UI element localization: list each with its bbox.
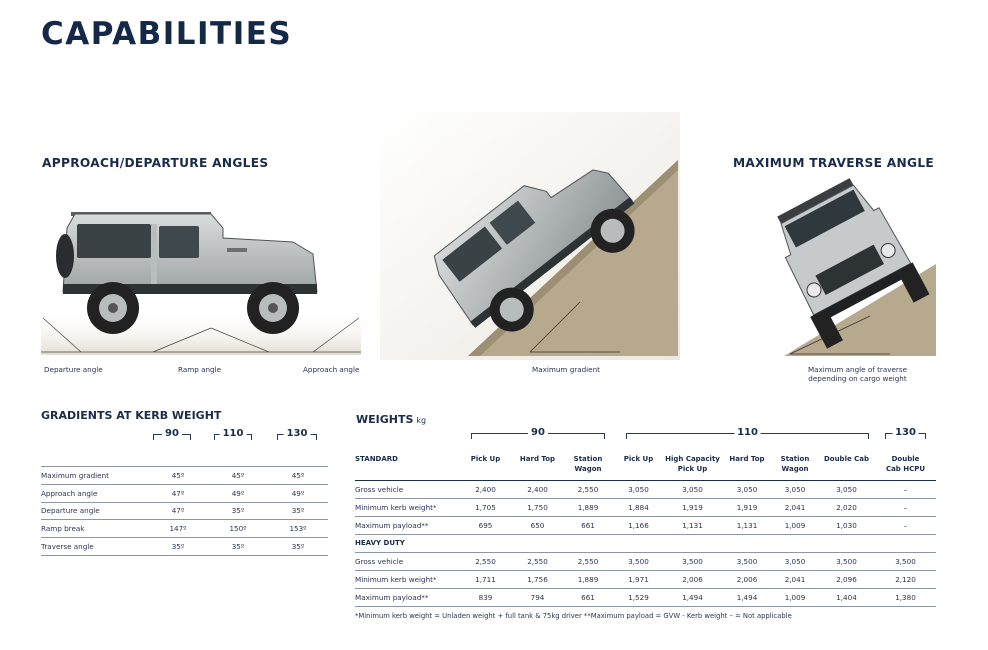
row-label: Minimum kerb weight* xyxy=(355,570,458,588)
cell-value: 153º xyxy=(268,520,328,538)
weights-group-110-bracket xyxy=(626,429,869,439)
page-title: CAPABILITIES xyxy=(41,16,293,52)
weights-footnote: *Minimum kerb weight = Unladen weight + full tank & 75kg driver **Maximum payload = GVW - Kerb weight – = Not applicable xyxy=(355,612,792,620)
cell-value: 2,096 xyxy=(818,570,875,588)
cell-value: 2,006 xyxy=(722,570,772,588)
approach-departure-illustration xyxy=(41,200,361,360)
approach-departure-heading: APPROACH/DEPARTURE ANGLES xyxy=(42,156,269,170)
cell-value: 3,500 xyxy=(614,552,663,570)
weights-group-130-label: 130 xyxy=(892,427,919,438)
cell-value: 1,711 xyxy=(458,570,513,588)
column-header: Station Wagon xyxy=(573,455,603,473)
column-header: Hard Top xyxy=(519,455,556,463)
gradients-col-130-label: 130 xyxy=(284,428,311,439)
column-header: STANDARD xyxy=(355,455,398,463)
weights-group-90-label: 90 xyxy=(528,427,548,438)
cell-value: 650 xyxy=(513,516,562,534)
column-header: High Capacity Pick Up xyxy=(665,455,720,473)
cell-value: 3,050 xyxy=(772,552,818,570)
row-label: Minimum kerb weight* xyxy=(355,498,458,516)
cell-value: 2,550 xyxy=(458,552,513,570)
cell-value: 2,041 xyxy=(772,570,818,588)
column-header: Hard Top xyxy=(729,455,765,463)
cell-value: 3,500 xyxy=(663,552,722,570)
cell-value: 35º xyxy=(208,538,268,556)
cell-value: 45º xyxy=(148,467,208,485)
cell-value: 150º xyxy=(208,520,268,538)
table-row xyxy=(41,467,328,485)
maximum-traverse-heading: MAXIMUM TRAVERSE ANGLE xyxy=(733,156,935,170)
cell-value: 47º xyxy=(148,484,208,502)
row-label: Approach angle xyxy=(41,484,148,502)
gradients-col-110-label: 110 xyxy=(220,428,247,439)
cell-value: 1,889 xyxy=(562,570,614,588)
departure-angle-caption: Departure angle xyxy=(44,365,103,374)
heavy-duty-label: HEAVY DUTY xyxy=(355,534,936,552)
cell-value: 1,889 xyxy=(562,498,614,516)
table-row xyxy=(41,538,328,556)
weights-table xyxy=(355,450,936,607)
cell-value: 2,550 xyxy=(562,552,614,570)
row-label: Gross vehicle xyxy=(355,552,458,570)
cell-value: 2,400 xyxy=(458,480,513,498)
maximum-gradient-caption: Maximum gradient xyxy=(532,365,600,374)
traverse-caption-line-2: depending on cargo weight xyxy=(808,374,907,383)
table-row xyxy=(355,570,936,588)
table-row xyxy=(355,552,936,570)
gradients-col-130-bracket xyxy=(277,430,317,440)
cell-value: 3,500 xyxy=(722,552,772,570)
cell-value: 1,131 xyxy=(722,516,772,534)
table-row xyxy=(355,588,936,606)
row-label: Gross vehicle xyxy=(355,480,458,498)
cell-value: – xyxy=(875,480,936,498)
table-row xyxy=(41,520,328,538)
column-header: Double Cab HCPU xyxy=(885,455,926,473)
cell-value: 1,009 xyxy=(772,588,818,606)
cell-value: 794 xyxy=(513,588,562,606)
cell-value: 3,050 xyxy=(772,480,818,498)
cell-value: 3,050 xyxy=(663,480,722,498)
cell-value: 839 xyxy=(458,588,513,606)
column-header: Double Cab xyxy=(823,455,870,463)
heavy-duty-subheader xyxy=(355,534,936,552)
cell-value: 2,550 xyxy=(513,552,562,570)
weights-title: WEIGHTS xyxy=(356,413,414,426)
cell-value: 49º xyxy=(208,484,268,502)
cell-value: 1,030 xyxy=(818,516,875,534)
cell-value: 1,404 xyxy=(818,588,875,606)
table-row xyxy=(355,498,936,516)
cell-value: – xyxy=(875,498,936,516)
cell-value: 1,009 xyxy=(772,516,818,534)
row-label: Traverse angle xyxy=(41,538,148,556)
cell-value: 2,120 xyxy=(875,570,936,588)
gradients-table xyxy=(41,466,328,556)
gradients-table-heading: GRADIENTS AT KERB WEIGHT xyxy=(41,409,222,422)
row-label: Ramp break xyxy=(41,520,148,538)
cell-value: 3,050 xyxy=(614,480,663,498)
maximum-traverse-illustration xyxy=(770,176,936,360)
cell-value: 1,750 xyxy=(513,498,562,516)
cell-value: 2,550 xyxy=(562,480,614,498)
weights-unit: kg xyxy=(416,416,427,425)
approach-angle-caption: Approach angle xyxy=(303,365,360,374)
cell-value: – xyxy=(875,516,936,534)
cell-value: 47º xyxy=(148,502,208,520)
ramp-angle-caption: Ramp angle xyxy=(178,365,222,374)
cell-value: 1,131 xyxy=(663,516,722,534)
cell-value: 3,500 xyxy=(818,552,875,570)
table-row xyxy=(41,484,328,502)
cell-value: 2,041 xyxy=(772,498,818,516)
table-row xyxy=(41,502,328,520)
cell-value: 1,884 xyxy=(614,498,663,516)
cell-value: 35º xyxy=(268,502,328,520)
table-row xyxy=(355,516,936,534)
cell-value: 1,529 xyxy=(614,588,663,606)
cell-value: 661 xyxy=(562,516,614,534)
column-header: Station Wagon xyxy=(780,455,810,473)
cell-value: 3,500 xyxy=(875,552,936,570)
cell-value: 35º xyxy=(208,502,268,520)
cell-value: 1,971 xyxy=(614,570,663,588)
table-row xyxy=(355,480,936,498)
cell-value: 1,756 xyxy=(513,570,562,588)
weights-group-110-label: 110 xyxy=(734,427,761,438)
cell-value: 35º xyxy=(268,538,328,556)
column-header: Pick Up xyxy=(623,455,654,463)
row-label: Maximum gradient xyxy=(41,467,148,485)
weights-header-row xyxy=(355,450,936,480)
cell-value: 45º xyxy=(268,467,328,485)
cell-value: 35º xyxy=(148,538,208,556)
cell-value: 1,166 xyxy=(614,516,663,534)
gradients-col-110-bracket xyxy=(214,430,252,440)
cell-value: 1,919 xyxy=(722,498,772,516)
cell-value: 147º xyxy=(148,520,208,538)
cell-value: 2,020 xyxy=(818,498,875,516)
cell-value: 49º xyxy=(268,484,328,502)
cell-value: 3,050 xyxy=(818,480,875,498)
cell-value: 695 xyxy=(458,516,513,534)
row-label: Maximum payload** xyxy=(355,588,458,606)
cell-value: 661 xyxy=(562,588,614,606)
maximum-gradient-illustration xyxy=(380,112,680,360)
cell-value: 2,400 xyxy=(513,480,562,498)
cell-value: 1,919 xyxy=(663,498,722,516)
cell-value: 3,050 xyxy=(722,480,772,498)
cell-value: 45º xyxy=(208,467,268,485)
gradients-col-90-bracket xyxy=(153,430,191,440)
cell-value: 1,705 xyxy=(458,498,513,516)
row-label: Maximum payload** xyxy=(355,516,458,534)
cell-value: 1,494 xyxy=(663,588,722,606)
row-label: Departure angle xyxy=(41,502,148,520)
gradients-col-90-label: 90 xyxy=(162,428,182,439)
column-header: Pick Up xyxy=(470,455,501,463)
cell-value: 1,494 xyxy=(722,588,772,606)
weights-group-130-bracket xyxy=(885,429,926,439)
cell-value: 1,380 xyxy=(875,588,936,606)
weights-table-heading xyxy=(356,413,426,426)
weights-group-90-bracket xyxy=(471,429,605,439)
cell-value: 2,006 xyxy=(663,570,722,588)
maximum-traverse-caption xyxy=(790,365,925,383)
traverse-caption-line-1: Maximum angle of traverse xyxy=(807,365,908,374)
